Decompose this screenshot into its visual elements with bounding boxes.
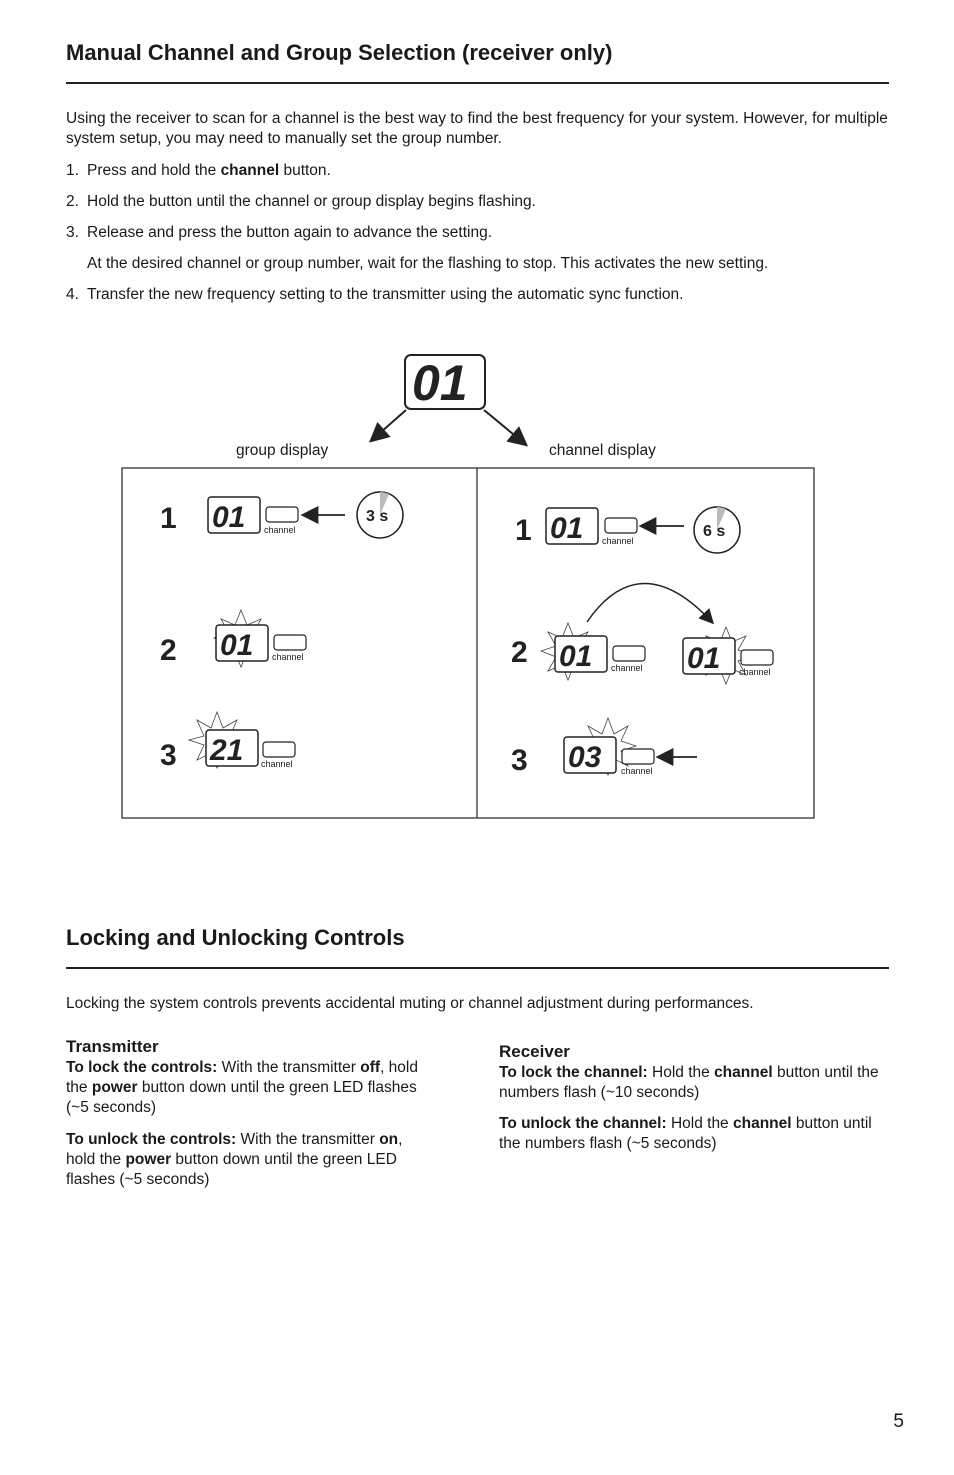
left-step-2-number: 2 bbox=[160, 634, 177, 667]
channel-button-icon bbox=[263, 742, 295, 757]
step-2 bbox=[66, 192, 536, 212]
step-text: Press and hold the bbox=[87, 162, 221, 179]
step-3 bbox=[66, 223, 492, 243]
right-step-2-number: 2 bbox=[511, 636, 528, 669]
channel-button-icon bbox=[605, 518, 637, 533]
transmitter-unlock-paragraph bbox=[66, 1130, 431, 1190]
unlock-label: To unlock the channel: bbox=[499, 1115, 667, 1132]
step-text: Hold the button until the channel or group display begins flashing. bbox=[87, 193, 536, 210]
right-step-3-digits: 03 bbox=[568, 741, 602, 774]
text: , hold the bbox=[66, 1131, 403, 1168]
receiver-heading: Receiver bbox=[499, 1042, 570, 1061]
channel-button-icon bbox=[266, 507, 298, 522]
advance-arrow bbox=[587, 584, 712, 623]
step-4 bbox=[66, 285, 683, 305]
text: Hold the bbox=[666, 1115, 733, 1132]
intro-paragraph: Using the receiver to scan for a channel is the best way to find the best frequency for your system. However, for multiple system setup, you may need to manually set the group number. bbox=[66, 110, 888, 147]
timer-icon bbox=[694, 507, 740, 553]
left-step-2-digits: 01 bbox=[220, 629, 254, 662]
text: button down until the green LED flashes (~5 seconds) bbox=[66, 1151, 397, 1188]
channel-display-label: channel display bbox=[549, 442, 656, 459]
section-title-channel-selection: Manual Channel and Group Selection (receiver only) bbox=[66, 40, 613, 65]
right-step-2b-digits: 01 bbox=[687, 642, 721, 675]
left-step-3-digits: 21 bbox=[210, 734, 244, 767]
arrow-to-channel bbox=[484, 410, 525, 444]
top-display-digits: 01 bbox=[412, 355, 468, 411]
channel-group-diagram bbox=[0, 340, 954, 830]
title-rule bbox=[66, 82, 889, 84]
step-number: 1. bbox=[66, 162, 79, 179]
step-1 bbox=[66, 161, 331, 181]
unlock-label: To unlock the controls: bbox=[66, 1131, 237, 1148]
channel-button-label: channel bbox=[611, 663, 643, 673]
channel-button-label: channel bbox=[602, 536, 634, 546]
group-display-label: group display bbox=[236, 442, 329, 459]
lock-label: To lock the channel: bbox=[499, 1064, 648, 1081]
step-text: button. bbox=[279, 162, 331, 179]
step-text: Release and press the button again to advance the setting. bbox=[87, 224, 493, 241]
channel-button-label: channel bbox=[272, 652, 304, 662]
right-step-1-digits: 01 bbox=[550, 512, 584, 545]
receiver-unlock-paragraph bbox=[499, 1114, 894, 1154]
left-step-1-digits: 01 bbox=[212, 501, 246, 534]
step-number: 2. bbox=[66, 193, 79, 210]
channel-button-icon bbox=[274, 635, 306, 650]
channel-button-icon bbox=[741, 650, 773, 665]
bold-text: channel bbox=[733, 1115, 792, 1132]
text: With the transmitter bbox=[217, 1059, 361, 1076]
arrow-to-group bbox=[372, 410, 406, 440]
text: With the transmitter bbox=[236, 1131, 380, 1148]
channel-button-icon bbox=[622, 749, 654, 764]
left-step-1-number: 1 bbox=[160, 502, 177, 535]
page-number: 5 bbox=[893, 1411, 904, 1432]
step-bold: channel bbox=[220, 162, 280, 179]
step-text: At the desired channel or group number, wait for the flashing to stop. This activates the new setting. bbox=[87, 255, 769, 272]
text: Hold the bbox=[647, 1064, 715, 1081]
left-step-3-number: 3 bbox=[160, 739, 177, 772]
right-step-1-number: 1 bbox=[515, 514, 532, 547]
timer-label: 6 s bbox=[703, 523, 726, 540]
receiver-lock-paragraph bbox=[499, 1063, 894, 1103]
channel-button-label: channel bbox=[739, 667, 771, 677]
transmitter-heading: Transmitter bbox=[66, 1037, 159, 1056]
top-led-display bbox=[405, 355, 485, 411]
right-step-2a-digits: 01 bbox=[559, 640, 593, 673]
channel-button-label: channel bbox=[264, 525, 296, 535]
step-3-note bbox=[66, 254, 768, 274]
bold-text: power bbox=[91, 1079, 138, 1096]
step-number: 3. bbox=[66, 224, 79, 241]
text: button down until the green LED flashes (~5 seconds) bbox=[66, 1079, 417, 1116]
title-rule bbox=[66, 967, 889, 969]
bold-text: on bbox=[379, 1131, 399, 1148]
bold-text: off bbox=[360, 1059, 381, 1076]
section-title-locking: Locking and Unlocking Controls bbox=[66, 925, 405, 950]
step-text: Transfer the new frequency setting to the transmitter using the automatic sync function. bbox=[87, 286, 684, 303]
locking-intro: Locking the system controls prevents accidental muting or channel adjustment during performances. bbox=[66, 995, 754, 1012]
lock-label: To lock the controls: bbox=[66, 1059, 218, 1076]
step-number: 4. bbox=[66, 286, 79, 303]
text: button until the numbers flash (~10 seconds) bbox=[499, 1064, 879, 1101]
channel-button-label: channel bbox=[261, 759, 293, 769]
timer-label: 3 s bbox=[366, 508, 389, 525]
text: , hold the bbox=[66, 1059, 418, 1096]
transmitter-lock-paragraph bbox=[66, 1058, 431, 1118]
bold-text: power bbox=[125, 1151, 172, 1168]
bold-text: channel bbox=[714, 1064, 773, 1081]
timer-icon bbox=[357, 492, 403, 538]
right-step-3-number: 3 bbox=[511, 744, 528, 777]
channel-button-label: channel bbox=[621, 766, 653, 776]
channel-button-icon bbox=[613, 646, 645, 661]
text: button until the numbers flash (~5 seconds) bbox=[499, 1115, 872, 1152]
